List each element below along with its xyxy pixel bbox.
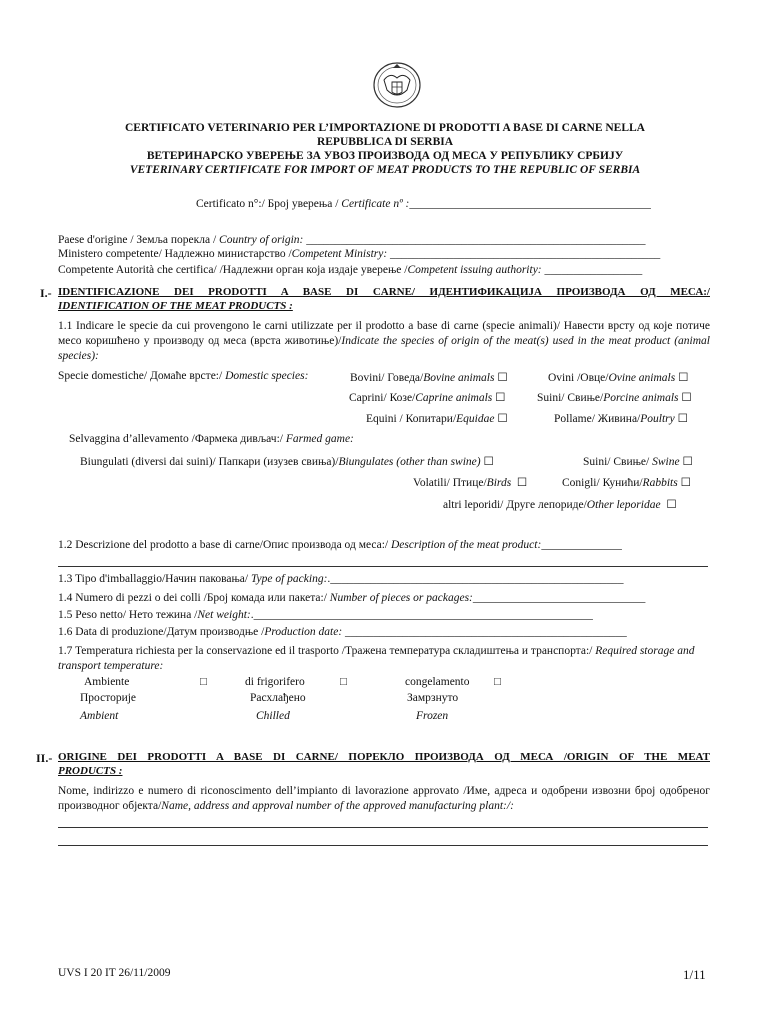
suini-swine-checkbox[interactable]: ☐ xyxy=(682,456,693,468)
country-label: Paese d'origine / Земља порекла / xyxy=(58,234,220,246)
question-1-2 xyxy=(58,539,622,551)
volatili-checkbox[interactable]: ☐ xyxy=(516,477,528,489)
option-biungulati[interactable] xyxy=(80,454,494,468)
ministry-field[interactable]: _______________________________________________ xyxy=(390,248,661,260)
frozen-label-it: congelamento xyxy=(405,676,470,688)
pollame-checkbox[interactable]: ☐ xyxy=(677,413,688,425)
production-date-field[interactable]: _________________________________________________ xyxy=(345,626,627,638)
issuing-authority-row xyxy=(58,264,642,276)
ministry-label: Ministero competente/ Надлежно министарство / xyxy=(58,248,292,260)
chilled-label-en: Chilled xyxy=(256,710,290,722)
title-english: VETERINARY CERTIFICATE FOR IMPORT OF MEAT PRODUCTS TO THE REPUBLIC OF SERBIA xyxy=(129,164,641,176)
net-weight-field[interactable]: .___________________________________________________________ xyxy=(250,609,593,621)
ovini-label: Ovini /Овце/ xyxy=(548,372,609,384)
question-1-4-label-en: Number of pieces or packages: xyxy=(329,592,473,604)
section-1-title: IDENTIFICAZIONE DEI PRODOTTI A BASE DI CARNE/ ИДЕНТИФИКАЦИЈА ПРОИЗВОДА ОД МЕСА:/ xyxy=(58,286,710,298)
question-1-7-label-en: Required storage and transport temperature: xyxy=(58,645,695,672)
question-1-6 xyxy=(58,626,627,638)
option-pollame[interactable] xyxy=(554,411,688,425)
meat-product-description-field[interactable]: ______________ xyxy=(541,539,622,551)
question-1-4 xyxy=(58,592,645,604)
question-1-3-label: 1.3 Tipo d'imballaggio/Начин паковања/ xyxy=(58,573,251,585)
frozen-label-en: Frozen xyxy=(416,710,449,722)
leporidi-checkbox[interactable]: ☐ xyxy=(666,499,677,511)
plant-info-field-line-2[interactable] xyxy=(58,845,708,846)
suini-checkbox[interactable]: ☐ xyxy=(681,392,692,404)
biungulati-checkbox[interactable]: ☐ xyxy=(483,456,494,468)
document-code: UVS I 20 IT 26/11/2009 xyxy=(58,967,171,979)
section-2-title-b: PRODUCTS : xyxy=(58,765,123,777)
volatili-label: Volatili/ Птице/ xyxy=(413,477,487,489)
ovini-checkbox[interactable]: ☐ xyxy=(678,372,689,384)
chilled-label-sr: Расхлађено xyxy=(250,692,306,704)
chilled-checkbox[interactable]: □ xyxy=(340,676,347,688)
question-1-7-label: 1.7 Temperatura richiesta per la conservazione ed il trasporto /Тражена температура складиштења и транспорта:/ xyxy=(58,645,596,657)
equini-label: Equini / Копитари/ xyxy=(366,413,457,425)
frozen-checkbox[interactable]: □ xyxy=(494,676,501,688)
section-2-number: II.- xyxy=(36,751,53,765)
plant-info-field-line-1[interactable] xyxy=(58,827,708,828)
country-label-en: Country of origin: xyxy=(219,234,307,246)
title-serbian: ВЕТЕРИНАРСКО УВЕРЕЊЕ ЗА УВОЗ ПРОИЗВОДА ОД МЕСА У РЕПУБЛИКУ СРБИЈУ xyxy=(146,150,624,162)
chilled-label-it: di frigorifero xyxy=(245,676,305,688)
section-1-title-en: IDENTIFICATION OF THE MEAT PRODUCTS : xyxy=(58,300,293,312)
farmed-game-label xyxy=(69,433,354,445)
frozen-label-sr: Замрзнуто xyxy=(407,692,459,704)
biungulati-label: Biungulati (diversi dai suini)/ Папкари (изузев свиња)/ xyxy=(80,456,339,468)
farmed-label-en: Farmed game: xyxy=(285,433,354,445)
domestic-species-label xyxy=(58,370,308,382)
title-italian-2: REPUBBLICA DI SERBIA xyxy=(316,136,454,148)
certificate-number-row xyxy=(196,198,651,210)
authority-label: Competente Autorità che certifica/ /Надлежни орган која издаје уверење / xyxy=(58,264,408,276)
volatili-label-en: Birds xyxy=(486,477,512,489)
suini-label-en: Porcine animals xyxy=(603,392,679,404)
ambient-label-en: Ambient xyxy=(80,710,119,722)
packing-type-field[interactable]: .___________________________________________________ xyxy=(327,573,624,585)
bovini-label-en: Bovine animals xyxy=(423,372,495,384)
certificate-number-field[interactable]: __________________________________________ xyxy=(409,198,651,210)
leporidi-label: altri leporidi/ Друге лепориде/ xyxy=(443,499,587,511)
caprini-label-en: Caprine animals xyxy=(415,392,493,404)
leporidi-label-en: Other leporidae xyxy=(586,499,661,511)
section-1-number: I.- xyxy=(40,286,52,300)
ambient-label-sr: Просторије xyxy=(80,692,137,704)
caprini-label: Caprini/ Козе/ xyxy=(349,392,416,404)
ovini-label-en: Ovine animals xyxy=(608,372,676,384)
option-bovini[interactable] xyxy=(350,370,508,384)
suini-label: Suini/ Свиње/ xyxy=(537,392,604,404)
conigli-checkbox[interactable]: ☐ xyxy=(680,477,691,489)
certificate-number-label-en: Certificate nº : xyxy=(341,198,410,210)
option-suini-swine[interactable] xyxy=(583,454,693,468)
plant-info-text-en: Name, address and approval number of the approved manufacturing plant:/: xyxy=(161,800,514,812)
page-number: 1/11 xyxy=(683,967,706,982)
question-1-5-label: 1.5 Peso netto/ Нето тежина / xyxy=(58,609,198,621)
question-1-6-label-en: Production date: xyxy=(264,626,346,638)
question-1-2-label-en: Description of the meat product: xyxy=(390,539,542,551)
authority-field[interactable]: _________________ xyxy=(544,264,643,276)
option-equini[interactable] xyxy=(366,411,508,425)
question-1-1-text-en: Indicate the species of origin of the meat(s) used in the meat product (animal species): xyxy=(58,335,710,362)
equini-label-en: Equidae xyxy=(456,413,495,425)
ministry-label-en: Competent Ministry: xyxy=(291,248,391,260)
plant-info-text: Nome, indirizzo e numero di riconoscimento dell’impianto di lavorazione approvato /Име, адреса и одобрени извозни број одобреног производног објекта/ xyxy=(58,785,710,812)
question-1-3-label-en: Type of packing: xyxy=(250,573,328,585)
country-of-origin-row xyxy=(58,234,646,246)
suini-swine-label: Suini/ Свиње/ xyxy=(583,456,653,468)
option-leporidi[interactable] xyxy=(443,497,677,511)
option-caprini[interactable] xyxy=(349,390,505,404)
competent-ministry-row xyxy=(58,248,660,260)
caprini-checkbox[interactable]: ☐ xyxy=(495,392,506,404)
conigli-label-en: Rabbits xyxy=(642,477,678,489)
option-suini[interactable] xyxy=(537,390,692,404)
plant-info-prompt xyxy=(58,784,710,814)
question-1-6-label: 1.6 Data di produzione/Датум производње / xyxy=(58,626,265,638)
domestic-label-en: Domestic species: xyxy=(225,370,309,382)
option-volatili[interactable] xyxy=(413,475,527,489)
question-1-1-text: 1.1 Indicare le specie da cui provengono le carni utilizzate per il prodotto a base di carne (specie animali)/ Навести врсту од које потиче месо коришћено у производу од меса (врста животиње)/ xyxy=(58,320,710,347)
pollame-label-en: Poultry xyxy=(640,413,675,425)
suini-swine-label-en: Swine xyxy=(652,456,680,468)
question-1-7 xyxy=(58,644,710,674)
bovini-label: Bovini/ Говеда/ xyxy=(350,372,424,384)
certificate-number-label: Certificato n°:/ Број уверења / xyxy=(196,198,342,210)
question-1-4-label: 1.4 Numero di pezzi o dei colli /Број комада или пакета:/ xyxy=(58,592,330,604)
question-1-2-label: 1.2 Descrizione del prodotto a base di carne/Опис производа од меса:/ xyxy=(58,539,391,551)
country-field[interactable]: ___________________________________________________________ xyxy=(306,234,646,246)
section-2-title: ORIGINE DEI PRODOTTI A BASE DI CARNE/ ПОРЕКЛО ПРОИЗВОДА ОД МЕСА /ORIGIN OF THE MEAT xyxy=(58,751,710,763)
ambient-label-it: Ambiente xyxy=(84,676,130,688)
bovini-checkbox[interactable]: ☐ xyxy=(497,372,508,384)
conigli-label: Conigli/ Кунићи/ xyxy=(562,477,643,489)
option-conigli[interactable] xyxy=(562,475,691,489)
farmed-label: Selvaggina d’allevamento /Фармека дивљач:/ xyxy=(69,433,286,445)
serbia-coat-of-arms-icon xyxy=(372,60,422,110)
option-ovini[interactable] xyxy=(548,370,688,384)
domestic-label: Specie domestiche/ Домаће врсте:/ xyxy=(58,370,226,382)
question-1-3 xyxy=(58,573,624,585)
biungulati-label-en: Biungulates (other than swine) xyxy=(338,456,481,468)
title-italian-1: CERTIFICATO VETERINARIO PER L’IMPORTAZIONE DI PRODOTTI A BASE DI CARNE NELLA xyxy=(125,122,645,134)
question-1-5-label-en: Net weight: xyxy=(197,609,251,621)
pollame-label: Pollame/ Живина/ xyxy=(554,413,641,425)
question-1-1 xyxy=(58,319,710,364)
question-1-5 xyxy=(58,609,593,621)
description-continuation-line[interactable] xyxy=(58,566,708,567)
pieces-count-field[interactable]: ______________________________ xyxy=(472,592,646,604)
equini-checkbox[interactable]: ☐ xyxy=(497,413,508,425)
ambient-checkbox[interactable]: □ xyxy=(200,676,207,688)
authority-label-en: Competent issuing authority: xyxy=(407,264,545,276)
